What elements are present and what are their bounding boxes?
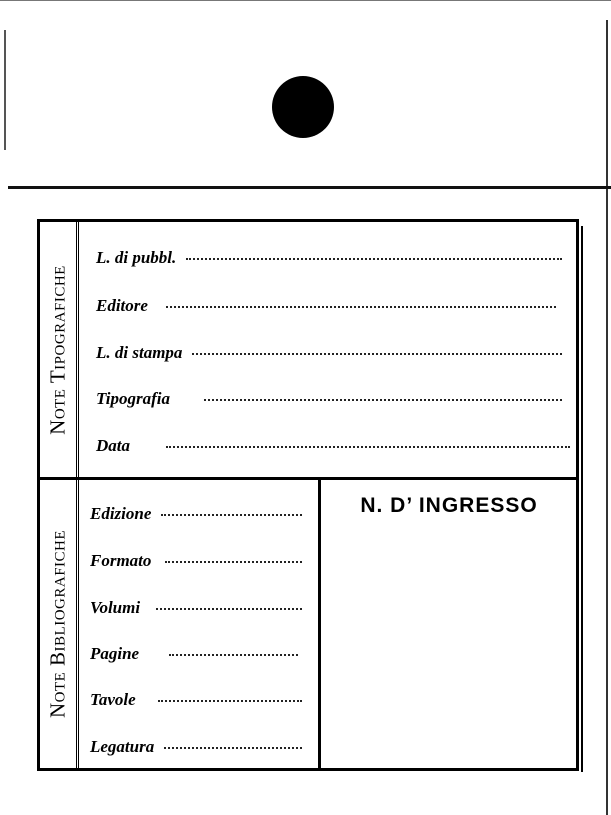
field-label: Formato [90,551,152,570]
field-label: Data [96,436,130,455]
fill-line [204,398,562,401]
right-edge [606,20,608,815]
field-pagine[interactable] [90,644,298,664]
field-formato[interactable] [90,551,302,571]
fill-line [161,513,302,516]
column-divider [318,480,321,768]
note-tipografiche-section [40,222,576,480]
field-luogo-pubblicazione[interactable] [96,248,562,268]
field-label: Tipografia [96,389,170,408]
note-bibliografiche-section [40,480,576,768]
field-label: Editore [96,296,148,315]
field-legatura[interactable] [90,737,302,757]
field-label: Volumi [90,598,141,617]
field-data[interactable] [96,436,570,456]
fill-line [166,305,556,308]
note-tipografiche-label [40,222,79,477]
catalog-card [37,219,579,771]
left-edge-mark [4,30,6,150]
punch-hole [272,76,334,138]
field-label: L. di stampa [96,343,183,362]
fill-line [165,560,302,563]
field-tipografia[interactable] [96,389,562,409]
fill-line [164,746,302,749]
note-bibliografiche-text: Note Bibliografiche [45,529,70,719]
field-label: L. di pubbl. [96,248,177,267]
fill-line [169,653,298,656]
note-bibliografiche-label [40,480,79,768]
fill-line [156,607,302,610]
fill-line [158,699,302,702]
fill-line [166,445,570,448]
fill-line [186,257,562,260]
field-tavole[interactable] [90,690,302,710]
field-label: Edizione [90,504,152,523]
note-tipografiche-text: Note Tipografiche [45,264,70,435]
field-edizione[interactable] [90,504,302,524]
field-luogo-stampa[interactable] [96,343,562,363]
numero-ingresso-label: N. D’ INGRESSO [360,494,538,517]
field-label: Pagine [90,644,140,663]
field-label: Tavole [90,690,136,709]
fill-line [192,352,562,355]
field-volumi[interactable] [90,598,302,618]
field-editore[interactable] [96,296,556,316]
field-label: Legatura [90,737,155,756]
top-edge [0,0,611,1]
fold-line [8,186,611,189]
